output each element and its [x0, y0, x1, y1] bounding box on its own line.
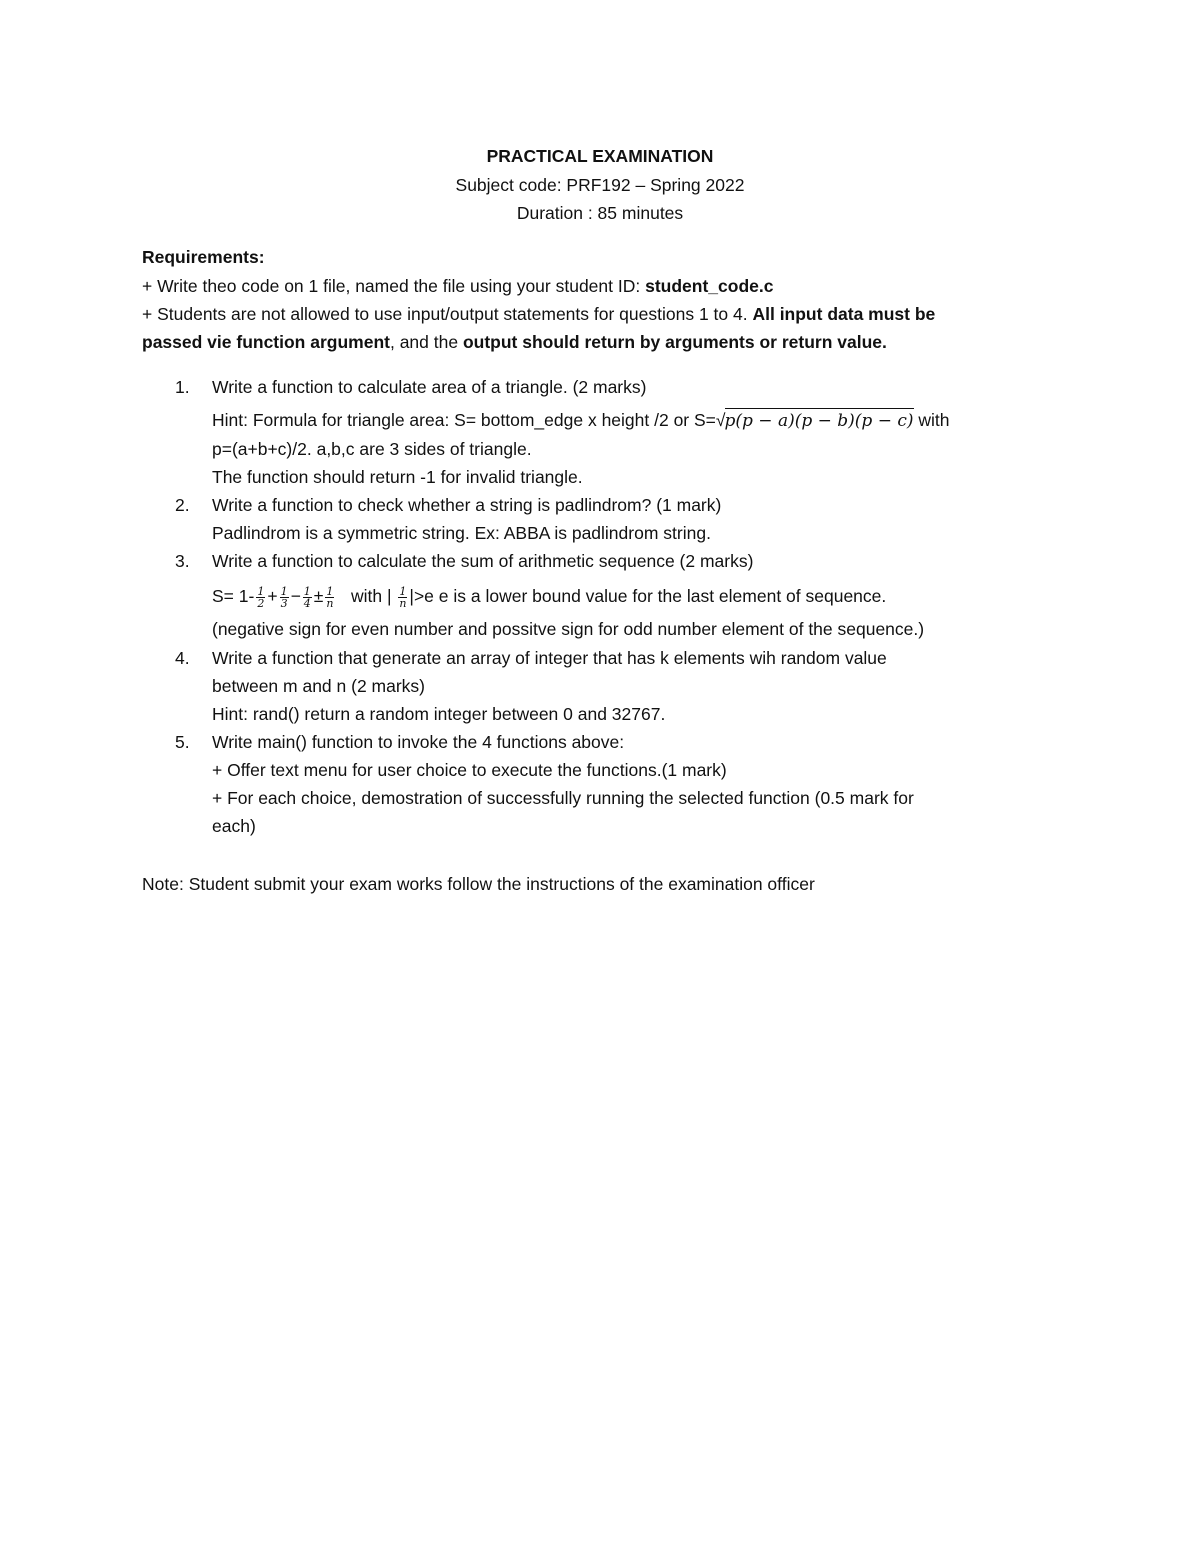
question-1-hint: [212, 408, 950, 432]
requirement-line-3-bold-2: output should return by arguments or return value.: [462, 332, 887, 352]
plusminus-sign: ±: [313, 586, 324, 606]
question-1-line-2: p=(a+b+c)/2. a,b,c are 3 sides of triangle.: [212, 439, 532, 459]
question-1-line-3: The function should return -1 for invalid triangle.: [212, 467, 583, 487]
question-5-line-4: each): [212, 816, 256, 836]
question-1-title: Write a function to calculate area of a triangle. (2 marks): [212, 377, 647, 397]
fraction-denominator: n: [399, 596, 407, 610]
condition-suffix: |>e e is a lower bound value for the last element of sequence.: [409, 586, 887, 606]
requirement-line-3: [142, 331, 887, 353]
fraction-1-3: [280, 586, 289, 609]
subject-code: Subject code: PRF192 – Spring 2022: [455, 175, 745, 195]
fraction-1-n: [325, 586, 334, 609]
question-1-hint-suffix: with: [913, 410, 950, 430]
fraction-denominator: n: [326, 596, 334, 610]
question-5-title: Write main() function to invoke the 4 functions above:: [212, 732, 625, 752]
requirement-line-1: [142, 275, 773, 297]
requirement-line-1-text: + Write theo code on 1 file, named the file using your student ID:: [142, 276, 646, 296]
question-3-number: 3.: [175, 551, 190, 571]
fraction-numerator: 1: [257, 584, 265, 598]
question-5-number: 5.: [175, 732, 190, 752]
page-title: PRACTICAL EXAMINATION: [486, 146, 714, 166]
note: Note: Student submit your exam works follow the instructions of the examination officer: [142, 874, 815, 894]
fraction-numerator: 1: [280, 584, 288, 598]
requirement-line-2-bold: All input data must be: [752, 304, 936, 324]
fraction-1-2: [256, 586, 265, 609]
fraction-denominator: 4: [303, 596, 311, 610]
question-2-title: Write a function to check whether a string is padlindrom? (1 mark): [212, 495, 722, 515]
requirement-line-3-text: , and the: [389, 332, 463, 352]
fraction-1-4: [303, 586, 312, 609]
question-1-number: 1.: [175, 377, 190, 397]
question-1-formula: p(p − a)(p − b)(p − c): [725, 408, 914, 432]
question-2-number: 2.: [175, 495, 190, 515]
question-1-hint-prefix: Hint: Formula for triangle area: S= bottom_edge x height /2 or S=: [212, 410, 716, 430]
requirement-filename: student_code.c: [645, 276, 774, 296]
fraction-denominator: 3: [280, 596, 288, 610]
formula-prefix: S= 1-: [212, 586, 255, 606]
fraction-numerator: 1: [326, 584, 334, 598]
requirement-line-2-text: + Students are not allowed to use input/output statements for questions 1 to 4.: [142, 304, 753, 324]
minus-sign: −: [290, 586, 301, 606]
with-text: with |: [346, 586, 397, 606]
duration: Duration : 85 minutes: [516, 203, 684, 223]
question-3-line-3: (negative sign for even number and possitve sign for odd number element of the sequence.): [212, 619, 925, 639]
fraction-denominator: 2: [257, 596, 265, 610]
plus-sign: +: [267, 586, 278, 606]
question-4-line-3: Hint: rand() return a random integer between 0 and 32767.: [212, 704, 666, 724]
fraction-1-n-condition: [398, 586, 407, 609]
requirement-line-2: [142, 303, 935, 325]
question-4-title: Write a function that generate an array of integer that has k elements wih random value: [212, 648, 887, 668]
question-5-line-2: + Offer text menu for user choice to execute the functions.(1 mark): [212, 760, 727, 780]
question-3-formula: [212, 582, 886, 610]
question-2-line-2: Padlindrom is a symmetric string. Ex: ABBA is padlindrom string.: [212, 523, 711, 543]
sqrt-symbol: √: [715, 410, 726, 430]
fraction-numerator: 1: [303, 584, 311, 598]
requirement-line-3-bold-1: passed vie function argument: [142, 332, 390, 352]
question-4-number: 4.: [175, 648, 190, 668]
requirements-heading: Requirements:: [142, 247, 265, 267]
question-5-line-3: + For each choice, demostration of successfully running the selected function (0.5 mark for: [212, 788, 914, 808]
question-3-title: Write a function to calculate the sum of arithmetic sequence (2 marks): [212, 551, 754, 571]
question-4-line-2: between m and n (2 marks): [212, 676, 426, 696]
fraction-numerator: 1: [399, 584, 407, 598]
